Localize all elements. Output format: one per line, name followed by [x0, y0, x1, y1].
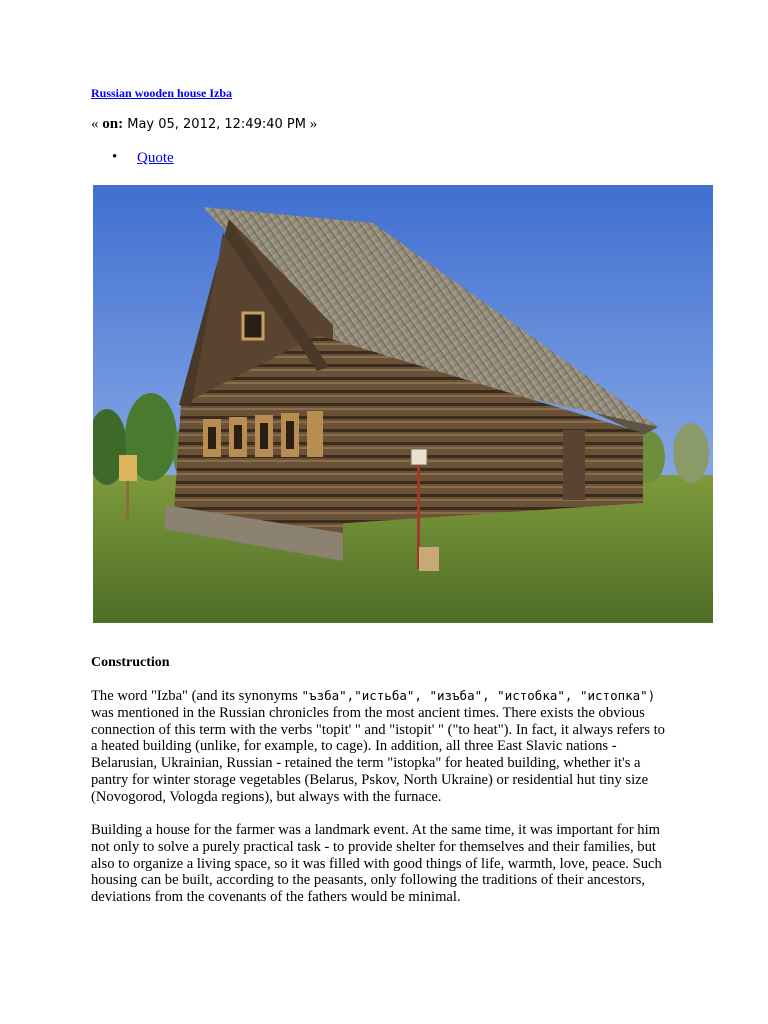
meta-prefix: «	[91, 116, 103, 132]
paragraph-1-rest: was mentioned in the Russian chronicles from the most ancient times. There exists the obvious connection of this term with the verbs "topit' " and "istopit' " ("to heat"). In fact, it always refers to a heated building (unlike, for example, to cage). In addition, all three East Slavic nations - Belarusian, Ukrainian, Russian - retained the term "istopka" for heated building, whether it's a pantry for winter storage vegetables (Belarus, Pskov, North Ukraine) or residential hut tiny size (Novogorod, Vologda regions), but always with the furnace.	[91, 704, 665, 805]
article-title-link[interactable]: Russian wooden house Izba	[91, 86, 233, 100]
post-meta	[91, 116, 317, 133]
paragraph-1-synonyms: "ъзба","истьба", "изъба", "истобка", "истопка")	[301, 688, 656, 703]
izba-photo	[93, 185, 713, 623]
section-heading-construction: Construction	[91, 655, 170, 670]
post-timestamp: May 05, 2012, 12:49:40 PM	[123, 117, 306, 132]
meta-suffix: »	[305, 116, 318, 132]
paragraph-1	[91, 688, 673, 806]
paragraph-2: Building a house for the farmer was a landmark event. At the same time, it was important for him not only to solve a purely practical task - to provide shelter for themselves and their families, but also to organize a living space, so it was filled with good things of life, warmth, love, peace. Such housing can be built, according to the peasants, only following the traditions of their ancestors, deviations from the covenants of the fathers would be minimal.	[91, 822, 662, 906]
bullet-icon: •	[112, 149, 118, 165]
meta-on-label: on:	[102, 116, 124, 132]
paragraph-1-lead: The word "Izba" (and its synonyms	[91, 688, 302, 704]
quote-link[interactable]: Quote	[137, 150, 174, 166]
